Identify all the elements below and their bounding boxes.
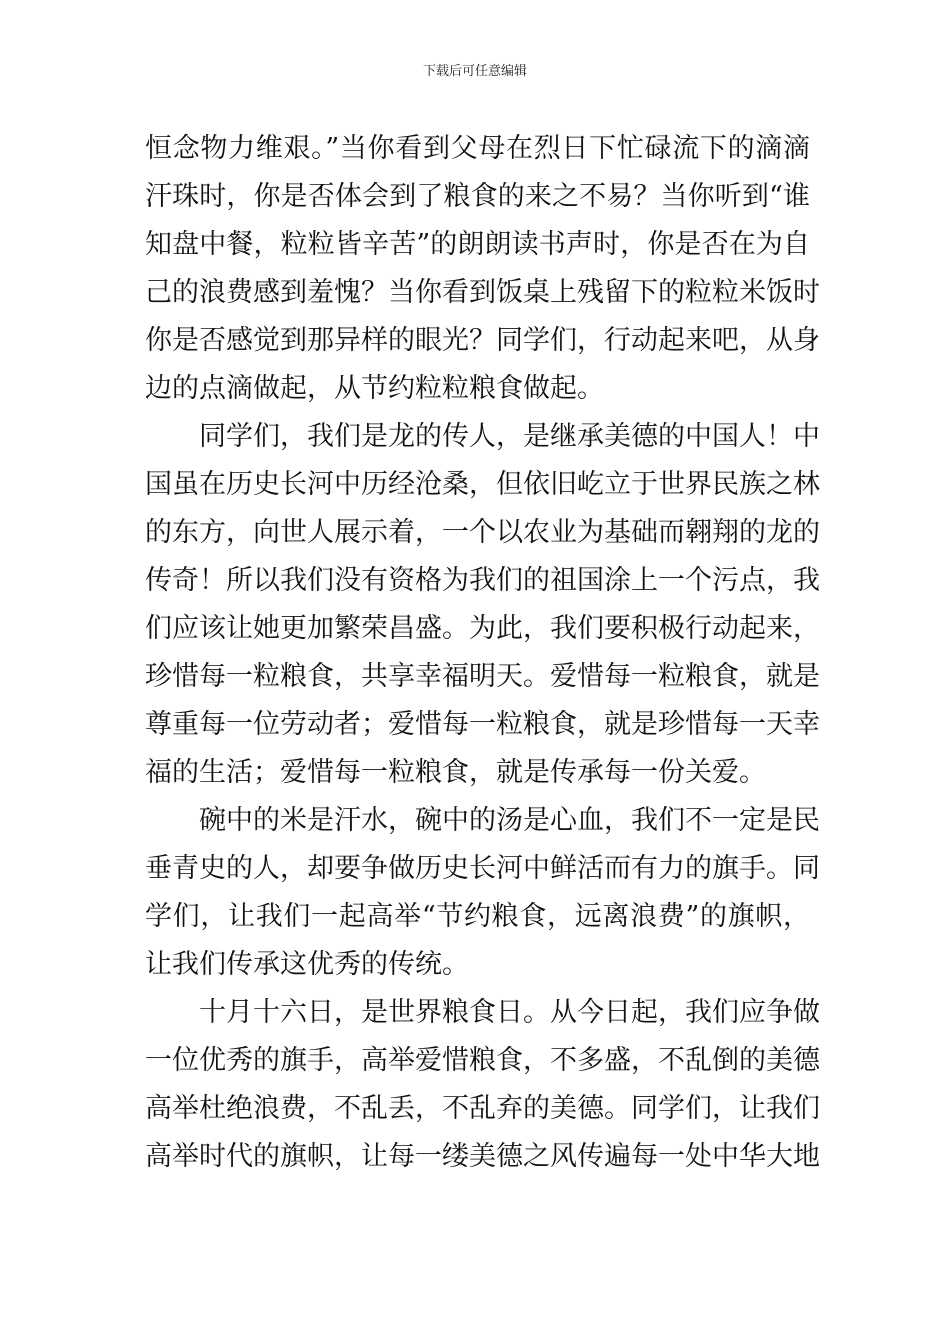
text-line: 的东方，向世人展示着，一个以农业为基础而翱翔的龙的 — [145, 517, 820, 548]
text-line: 己的浪费感到羞愧？当你看到饭桌上残留下的粒粒米饭时 — [145, 277, 820, 308]
text-line: 福的生活；爱惜每一粒粮食，就是传承每一份关爱。 — [145, 757, 766, 788]
text-line: 传奇！所以我们没有资格为我们的祖国涂上一个污点，我 — [145, 565, 820, 596]
page-header: 下载后可任意编辑 — [422, 64, 527, 79]
text-line: 你是否感觉到那异样的眼光？同学们，行动起来吧，从身 — [145, 325, 820, 356]
text-line: 珍惜每一粒粮食，共享幸福明天。爱惜每一粒粮食，就是 — [145, 661, 820, 692]
text-line: 一位优秀的旗手，高举爱惜粮食，不多盛，不乱倒的美德 — [145, 1045, 820, 1076]
paragraph-4 — [145, 989, 820, 1181]
text-line: 同学们，我们是龙的传人，是继承美德的中国人！中 — [199, 421, 820, 452]
paragraph-2 — [145, 413, 820, 797]
document-body — [145, 125, 820, 1181]
text-line: 学们，让我们一起高举“节约粮食，远离浪费”的旗帜， — [145, 901, 810, 932]
text-line: 知盘中餐，粒粒皆辛苦”的朗朗读书声时，你是否在为自 — [145, 229, 810, 260]
text-line: 们应该让她更加繁荣昌盛。为此，我们要积极行动起来， — [145, 613, 820, 644]
text-line: 高举时代的旗帜，让每一缕美德之风传遍每一处中华大地 — [145, 1141, 820, 1172]
text-line: 让我们传承这优秀的传统。 — [145, 949, 469, 980]
text-line: 垂青史的人，却要争做历史长河中鲜活而有力的旗手。同 — [145, 853, 820, 884]
text-line: 国虽在历史长河中历经沧桑，但依旧屹立于世界民族之林 — [145, 469, 820, 500]
text-line: 汗珠时，你是否体会到了粮食的来之不易？当你听到“谁 — [145, 181, 810, 212]
paragraph-1 — [145, 125, 820, 413]
text-line: 尊重每一位劳动者；爱惜每一粒粮食，就是珍惜每一天幸 — [145, 709, 820, 740]
text-line: 边的点滴做起，从节约粒粒粮食做起。 — [145, 373, 604, 404]
paragraph-3 — [145, 797, 820, 989]
text-line: 高举杜绝浪费，不乱丢，不乱弃的美德。同学们，让我们 — [145, 1093, 820, 1124]
text-line: 恒念物力维艰。”当你看到父母在烈日下忙碌流下的滴滴 — [145, 133, 810, 164]
text-line: 碗中的米是汗水，碗中的汤是心血，我们不一定是民 — [199, 805, 820, 836]
text-line: 十月十六日，是世界粮食日。从今日起，我们应争做 — [199, 997, 820, 1028]
